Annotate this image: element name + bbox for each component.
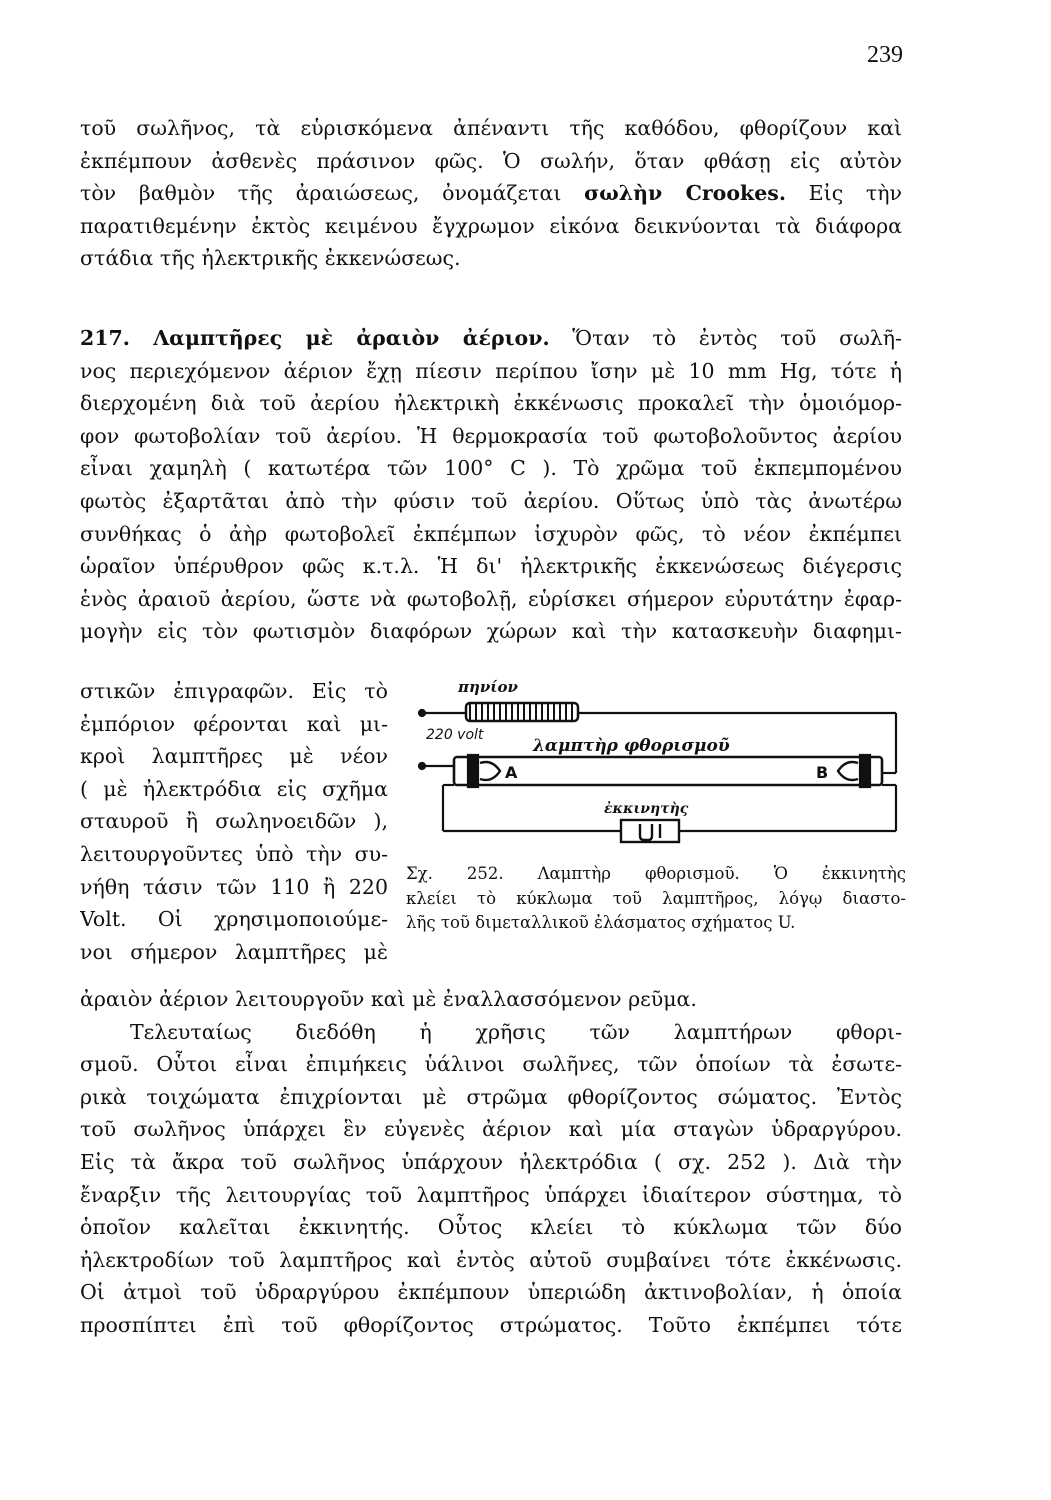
text-line: ἐμπόριον φέρονται καὶ μι- <box>80 711 388 736</box>
electrode-a-label: Α <box>505 763 518 782</box>
text-line: σταυροῦ ἢ σωληνοειδῶν ), <box>80 809 388 834</box>
text-line: Τελευταίως διεδόθη ἡ χρῆσις τῶν λαμπτήρων φθορι- <box>130 1019 902 1044</box>
coil-label: πηνίον <box>458 678 518 696</box>
text-line: προσπίπτει ἐπὶ τοῦ φθορίζοντος στρώματος. Τοῦτο ἐκπέμπει τότε <box>80 1312 902 1337</box>
text-fragment: τὸν βαθμὸν τῆς ἀραιώσεως, ὀνομάζεται <box>80 181 562 206</box>
section-217 <box>80 322 902 648</box>
text-line: ὁποῖον καλεῖται ἐκκινητής. Οὗτος κλείει τὸ κύκλωμα τῶν δύο <box>80 1215 902 1240</box>
top-paragraph <box>80 112 902 275</box>
text-line: τοῦ σωλῆνος ὑπάρχει ἓν εὐγενὲς ἀέριον καὶ μία σταγὼν ὑδραργύρου. <box>80 1117 902 1142</box>
page-number: 239 <box>867 42 903 68</box>
text-line: παρατιθεμένην ἐκτὸς κειμένου ἔγχρωμον εἰκόνα δεικνύονται τὰ διάφορα <box>80 213 902 238</box>
text-line: ἀραιὸν ἀέριον λειτουργοῦν καὶ μὲ ἐναλλασσόμενον ρεῦμα. <box>80 987 697 1011</box>
text-line: κροὶ λαμπτῆρες μὲ νέον <box>80 744 388 769</box>
text-line: συνθήκας ὁ ἀὴρ φωτοβολεῖ ἐκπέμπων ἰσχυρὸν φῶς, τὸ νέον ἐκπέμπει <box>80 521 902 546</box>
text-line: ρικὰ τοιχώματα ἐπιχρίονται μὲ στρῶμα φθορίζοντος σώματος. Ἐντὸς <box>80 1084 902 1109</box>
text-line <box>80 322 902 355</box>
text-line: σμοῦ. Οὗτοι εἶναι ἐπιμήκεις ὑάλινοι σωλῆνες, τῶν ὁποίων τὰ ἐσωτε- <box>80 1052 902 1077</box>
text-line: νοι σήμερον λαμπτῆρες μὲ <box>80 939 388 964</box>
text-line: στικῶν ἐπιγραφῶν. Εἰς τὸ <box>80 679 388 703</box>
text-line: ( μὲ ἠλεκτρόδια εἰς σχῆμα <box>80 776 388 801</box>
electrode-b-label: Β <box>816 763 829 782</box>
text-line: μογὴν εἰς τὸν φωτισμὸν διαφόρων χώρων καὶ τὴν κατασκευὴν διαφημι- <box>80 619 902 644</box>
text-line: στάδια τῆς ἠλεκτρικῆς ἐκκενώσεως. <box>80 246 461 271</box>
bottom-paragraph <box>80 983 902 1342</box>
caption-line: κλείει τὸ κύκλωμα τοῦ λαμπτῆρος, λόγῳ διαστο- <box>406 888 906 908</box>
text-fragment: Ὅταν τὸ ἐντὸς τοῦ σωλῆ- <box>549 326 902 350</box>
text-line: ἐκπέμπουν ἀσθενὲς πράσινον φῶς. Ὁ σωλήν, ὅταν φθάσῃ εἰς αὐτὸν <box>80 148 902 173</box>
text-line: ἑνὸς ἀραιοῦ ἀερίου, ὥστε νὰ φωτοβολῇ, εὑρίσκει σήμερον εὐρυτάτην ἐφαρ- <box>80 586 902 611</box>
term-crookes: σωλὴν Crookes. <box>584 181 786 206</box>
text-line: ὡραῖον ὑπέρυθρον φῶς κ.τ.λ. Ἡ δι' ἠλεκτρικῆς ἐκκενώσεως διέγερσις <box>80 554 902 579</box>
starter-label: ἐκκινητὴς <box>604 801 689 817</box>
text-line: Οἱ ἀτμοὶ τοῦ ὑδραργύρου ἐκπέμπουν ὑπεριώδη ἀκτινοβολίαν, ἡ ὁποία <box>80 1280 902 1305</box>
text-line: νος περιεχόμενον ἀέριον ἔχῃ πίεσιν περίπου ἴσην μὲ 10 mm Hg, τότε ἡ <box>80 358 902 383</box>
caption-line: λῆς τοῦ διμεταλλικοῦ ἐλάσματος σχήματος U. <box>406 913 796 932</box>
text-line <box>80 177 902 210</box>
caption-line: Σχ. 252. Λαμπτὴρ φθορισμοῦ. Ὁ ἐκκινητὴς <box>406 864 906 883</box>
lamp-label: λαμπτὴρ φθορισμοῦ <box>533 736 730 756</box>
text-line: διερχομένη διὰ τοῦ ἀερίου ἠλεκτρικὴ ἐκκένωσις προκαλεῖ τὴν ὁμοιόμορ- <box>80 391 902 416</box>
text-line: φωτὸς ἐξαρτᾶται ἀπὸ τὴν φύσιν τοῦ ἀερίου. Οὕτως ὑπὸ τὰς ἀνωτέρω <box>80 488 902 513</box>
wrapped-paragraph <box>80 675 388 968</box>
text-line: Εἰς τὰ ἄκρα τοῦ σωλῆνος ὑπάρχουν ἠλεκτρόδια ( σχ. 252 ). Διὰ τὴν <box>80 1149 902 1174</box>
text-fragment: Εἰς τὴν <box>785 181 902 206</box>
section-heading: 217. Λαμπτῆρες μὲ ἀραιὸν ἀέριον. <box>80 326 550 350</box>
text-line: λειτουργοῦντες ὑπὸ τὴν συ- <box>80 841 388 866</box>
voltage-label: 220 volt <box>426 727 484 743</box>
text-line: Volt. Οἱ χρησιμοποιούμε- <box>80 907 388 932</box>
text-line: τοῦ σωλῆνος, τὰ εὑρισκόμενα ἀπέναντι τῆς καθόδου, φθορίζουν καὶ <box>80 116 902 140</box>
text-line: φον φωτοβολίαν τοῦ ἀερίου. Ἡ θερμοκρασία τοῦ φωτοβολοῦντος ἀερίου <box>80 423 902 448</box>
text-line: ἠλεκτροδίων τοῦ λαμπτῆρος καὶ ἐντὸς αὐτοῦ συμβαίνει τότε ἐκκένωσις. <box>80 1247 902 1272</box>
figure-caption <box>406 862 906 936</box>
text-line: ἔναρξιν τῆς λειτουργίας τοῦ λαμπτῆρος ὑπάρχει ἰδιαίτερον σύστημα, τὸ <box>80 1182 902 1207</box>
text-line: εἶναι χαμηλὴ ( κατωτέρα τῶν 100° C ). Τὸ χρῶμα τοῦ ἐκπεμπομένου <box>80 456 902 481</box>
text-line: νήθη τάσιν τῶν 110 ἢ 220 <box>80 874 388 899</box>
